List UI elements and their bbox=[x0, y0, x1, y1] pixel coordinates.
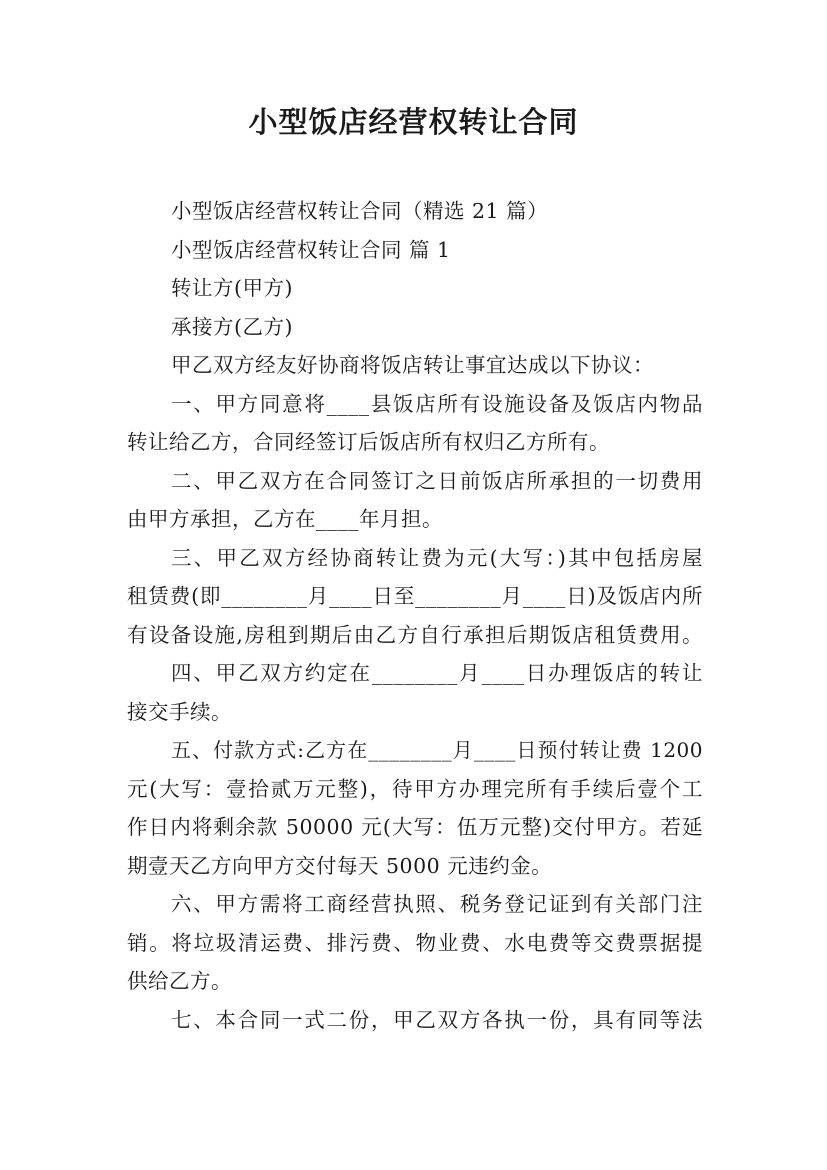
clause-6-line-2: 销。将垃圾清运费、排污费、物业费、水电费等交费票据提 bbox=[127, 930, 703, 955]
party-a-line: 转让方(甲方) bbox=[171, 276, 293, 300]
clause-3-line-2: 租赁费(即________月____日至________月____日)及饭店内所 bbox=[127, 584, 703, 608]
clause-5-line-3: 作日内将剩余款 50000 元(大写：伍万元整)交付甲方。若延 bbox=[127, 815, 703, 839]
clause-3-line-3: 有设备设施,房租到期后由乙方自行承担后期饭店租赁费用。 bbox=[127, 622, 703, 647]
document-body bbox=[127, 192, 703, 1039]
preamble-line: 甲乙双方经友好协商将饭店转让事宜达成以下协议： bbox=[171, 353, 654, 377]
clause-2-line-1: 二、甲乙双方在合同签订之日前饭店所承担的一切费用 bbox=[171, 468, 703, 493]
clause-5-line-1: 五、付款方式:乙方在________月____日预付转让费 1200 bbox=[171, 738, 703, 762]
clause-3-line-1: 三、甲乙双方经协商转让费为元(大写：)其中包括房屋 bbox=[171, 545, 703, 570]
document-title: 小型饭店经营权转让合同 bbox=[248, 105, 579, 139]
clause-7-line-1: 七、本合同一式二份，甲乙双方各执一份，具有同等法 bbox=[171, 1007, 703, 1032]
party-b-line: 承接方(乙方) bbox=[171, 314, 293, 339]
clause-4-line-2: 接交手续。 bbox=[127, 699, 232, 724]
clause-6-line-3: 供给乙方。 bbox=[127, 969, 232, 993]
subtitle-line: 小型饭店经营权转让合同（精选 21 篇） bbox=[171, 199, 549, 223]
clause-4-line-1: 四、甲乙双方约定在________月____日办理饭店的转让 bbox=[171, 661, 703, 685]
clause-1-line-1: 一、甲方同意将____县饭店所有设施设备及饭店内物品 bbox=[171, 391, 703, 416]
clause-6-line-1: 六、甲方需将工商经营执照、税务登记证到有关部门注 bbox=[171, 892, 703, 916]
clause-1-line-2: 转让给乙方，合同经签订后饭店所有权归乙方所有。 bbox=[127, 430, 610, 454]
clause-2-line-2: 由甲方承担，乙方在____年月担。 bbox=[127, 507, 443, 531]
clause-5-line-2: 元(大写：壹拾贰万元整)，待甲方办理完所有手续后壹个工 bbox=[127, 776, 703, 801]
section-heading: 小型饭店经营权转让合同 篇 1 bbox=[171, 237, 451, 262]
clause-5-line-4: 期壹天乙方向甲方交付每天 5000 元违约金。 bbox=[127, 853, 553, 878]
